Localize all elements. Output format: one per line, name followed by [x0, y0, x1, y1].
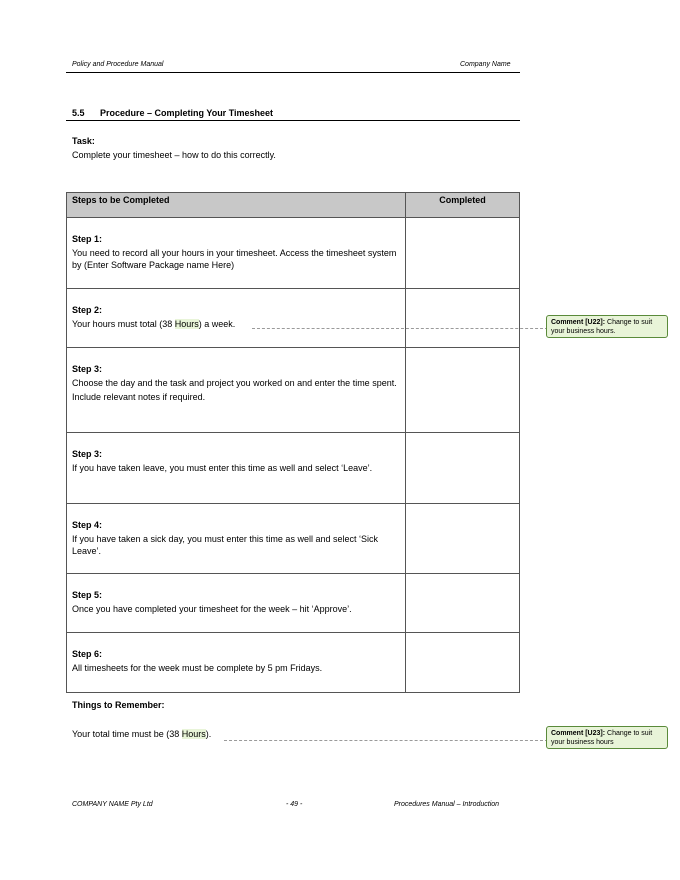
- comment-connector: [224, 740, 548, 741]
- section-rule: [66, 120, 520, 121]
- section-number: 5.5: [72, 108, 85, 118]
- table-row: [67, 504, 520, 574]
- col-completed-header: Completed: [406, 193, 520, 218]
- section-title: Procedure – Completing Your Timesheet: [100, 108, 274, 118]
- completed-cell: [406, 504, 520, 574]
- highlight-hours: Hours: [174, 319, 199, 329]
- task-text: Complete your timesheet – how to do this correctly.: [72, 150, 276, 160]
- step-title: Step 4:: [72, 520, 103, 530]
- footer-left: COMPANY NAME Pty Ltd: [72, 801, 153, 808]
- step-text: You need to record all your hours in your timesheet. Access the timesheet system by (Enter Software Package name Here): [72, 248, 397, 270]
- table-header-row: [67, 193, 520, 218]
- completed-cell: [406, 289, 520, 348]
- highlight-hours: Hours: [181, 729, 206, 739]
- step-text: Your hours must total (38 Hours) a week.: [72, 319, 236, 329]
- task-label: Task:: [72, 136, 95, 146]
- comment-balloon-u22[interactable]: [546, 315, 668, 338]
- step-text: All timesheets for the week must be complete by 5 pm Fridays.: [72, 663, 323, 673]
- completed-cell: [406, 574, 520, 633]
- step-title: Step 5:: [72, 590, 103, 600]
- comment-id: Comment [U23]:: [551, 730, 606, 737]
- step-title: Step 1:: [72, 234, 103, 244]
- comment-text: Change to suit your business hours: [551, 730, 653, 746]
- table-row: [67, 289, 520, 348]
- step-text: If you have taken leave, you must enter this time as well and select ‘Leave’.: [72, 463, 373, 473]
- step-text: Once you have completed your timesheet for the week – hit ‘Approve’.: [72, 604, 352, 614]
- comment-text: Change to suit your business hours.: [551, 319, 653, 335]
- step-title: Step 6:: [72, 649, 103, 659]
- header-left: Policy and Procedure Manual: [72, 61, 164, 68]
- remember-label: Things to Remember:: [72, 700, 165, 710]
- completed-cell: [406, 348, 520, 433]
- footer-right: Procedures Manual – Introduction: [394, 801, 500, 808]
- table-row: [67, 633, 520, 693]
- step-text: Include relevant notes if required.: [72, 392, 206, 402]
- step-title: Step 3:: [72, 364, 103, 374]
- table-row: [67, 574, 520, 633]
- completed-cell: [406, 218, 520, 289]
- completed-cell: [406, 433, 520, 504]
- header-right: Company Name: [460, 61, 511, 68]
- header-rule: [66, 72, 520, 73]
- comment-balloon-u23[interactable]: [546, 726, 668, 749]
- comment-id: Comment [U22]:: [551, 319, 606, 326]
- footer-page-number: - 49 -: [286, 801, 303, 808]
- step-title: Step 3:: [72, 449, 103, 459]
- steps-table: [66, 192, 520, 693]
- step-text: If you have taken a sick day, you must enter this time as well and select ‘Sick Leave’.: [72, 534, 378, 556]
- table-row: [67, 348, 520, 433]
- remember-text: Your total time must be (38 Hours).: [72, 729, 212, 739]
- table-row: [67, 218, 520, 289]
- step-title: Step 2:: [72, 305, 103, 315]
- comment-connector: [252, 328, 548, 329]
- table-row: [67, 433, 520, 504]
- col-steps-header: Steps to be Completed: [67, 193, 406, 218]
- step-text: Choose the day and the task and project you worked on and enter the time spent.: [72, 378, 397, 388]
- completed-cell: [406, 633, 520, 693]
